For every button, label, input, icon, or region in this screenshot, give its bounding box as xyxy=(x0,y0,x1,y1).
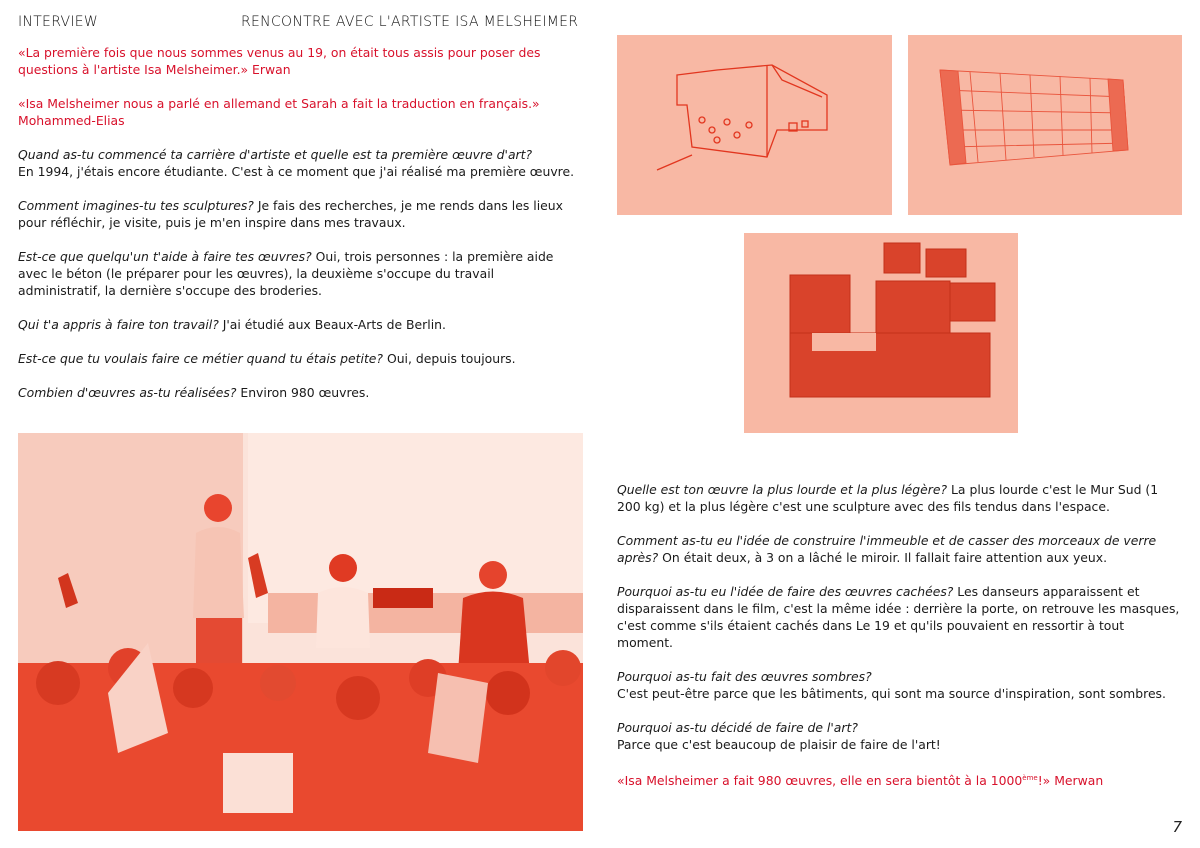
question: Comment imagines-tu tes sculptures? xyxy=(18,198,254,213)
qa-item xyxy=(18,384,578,401)
right-column xyxy=(617,481,1182,806)
answer: Parce que c'est beaucoup de plaisir de faire de l'art! xyxy=(617,737,941,752)
answer: La plus lourde c'est le Mur Sud (1 200 kg) et la plus légère c'est une sculpture avec des fils tendus dans l'espace. xyxy=(617,482,1159,514)
question: Pourquoi as-tu décidé de faire de l'art? xyxy=(617,720,858,735)
answer: C'est peut-être parce que les bâtiments, qui sont ma source d'inspiration, sont sombres. xyxy=(617,686,1166,701)
page-number: 7 xyxy=(1172,818,1182,836)
drawing-grid-image xyxy=(908,35,1182,215)
quote-text-end: !» Merwan xyxy=(1037,773,1104,789)
qa-item xyxy=(617,583,1182,651)
quote-merwan xyxy=(617,770,1182,789)
question: Est-ce que tu voulais faire ce métier quand tu étais petite? xyxy=(18,351,384,366)
question: Quand as-tu commencé ta carrière d'artiste et quelle est ta première œuvre d'art? xyxy=(18,147,533,162)
qa-item xyxy=(18,197,578,231)
question: Qui t'a appris à faire ton travail? xyxy=(18,317,219,332)
question: Comment as-tu eu l'idée de construire l'immeuble et de casser des morceaux de verre après? xyxy=(617,533,1157,565)
qa-item xyxy=(18,316,578,333)
qa-item xyxy=(18,248,578,299)
answer: Les danseurs apparaissent et disparaissent dans le film, c'est la même idée : derrière la porte, on retrouve les masques, c'est comme s'ils étaient cachés dans Le 19 et qu'ils pouvaient en ressortir à tout moment. xyxy=(617,584,1180,650)
answer: En 1994, j'étais encore étudiante. C'est à ce moment que j'ai réalisé ma première œuvre. xyxy=(18,164,575,179)
drawing-block-shape-image xyxy=(744,233,1018,433)
quote-mohammed-elias: «Isa Melsheimer nous a parlé en allemand et Sarah a fait la traduction en français.» Mohammed-Elias xyxy=(18,96,540,128)
qa-item xyxy=(617,668,1182,702)
answer: Je fais des recherches, je me rends dans les lieux pour réfléchir, je visite, puis je m'en inspire dans mes travaux. xyxy=(18,198,563,230)
section-label: INTERVIEW xyxy=(18,14,99,30)
qa-item xyxy=(617,481,1182,515)
qa-item xyxy=(18,146,578,180)
question: Est-ce que quelqu'un t'aide à faire tes œuvres? xyxy=(18,249,312,264)
qa-item xyxy=(617,719,1182,753)
answer: On était deux, à 3 on a lâché le miroir. Il fallait faire attention aux yeux. xyxy=(658,550,1108,565)
drawing-building-image xyxy=(617,35,892,215)
qa-item xyxy=(617,532,1182,566)
left-column xyxy=(18,44,578,418)
qa-item xyxy=(18,350,578,367)
question: Combien d'œuvres as-tu réalisées? xyxy=(18,385,237,400)
answer: J'ai étudié aux Beaux-Arts de Berlin. xyxy=(218,317,446,332)
page-title: RENCONTRE AVEC L'ARTISTE ISA MELSHEIMER xyxy=(241,14,579,30)
answer: Environ 980 œuvres. xyxy=(236,385,370,400)
answer: Oui, trois personnes : la première aide avec le béton (le préparer pour les œuvres), la deuxième s'occupe du travail administratif, la dernière s'occupe des broderies. xyxy=(18,249,554,298)
quote-erwan: «La première fois que nous sommes venus au 19, on était tous assis pour poser des questions à l'artiste Isa Melsheimer.» Erwan xyxy=(18,45,541,77)
quote-text: «Isa Melsheimer a fait 980 œuvres, elle en sera bientôt à la 1000 xyxy=(617,773,1023,789)
question: Pourquoi as-tu fait des œuvres sombres? xyxy=(617,669,872,684)
classroom-photo xyxy=(18,433,583,831)
question: Pourquoi as-tu eu l'idée de faire des œuvres cachées? xyxy=(617,584,954,599)
ordinal-suffix: ème xyxy=(1022,774,1038,782)
answer: Oui, depuis toujours. xyxy=(383,351,516,366)
question: Quelle est ton œuvre la plus lourde et la plus légère? xyxy=(617,482,948,497)
